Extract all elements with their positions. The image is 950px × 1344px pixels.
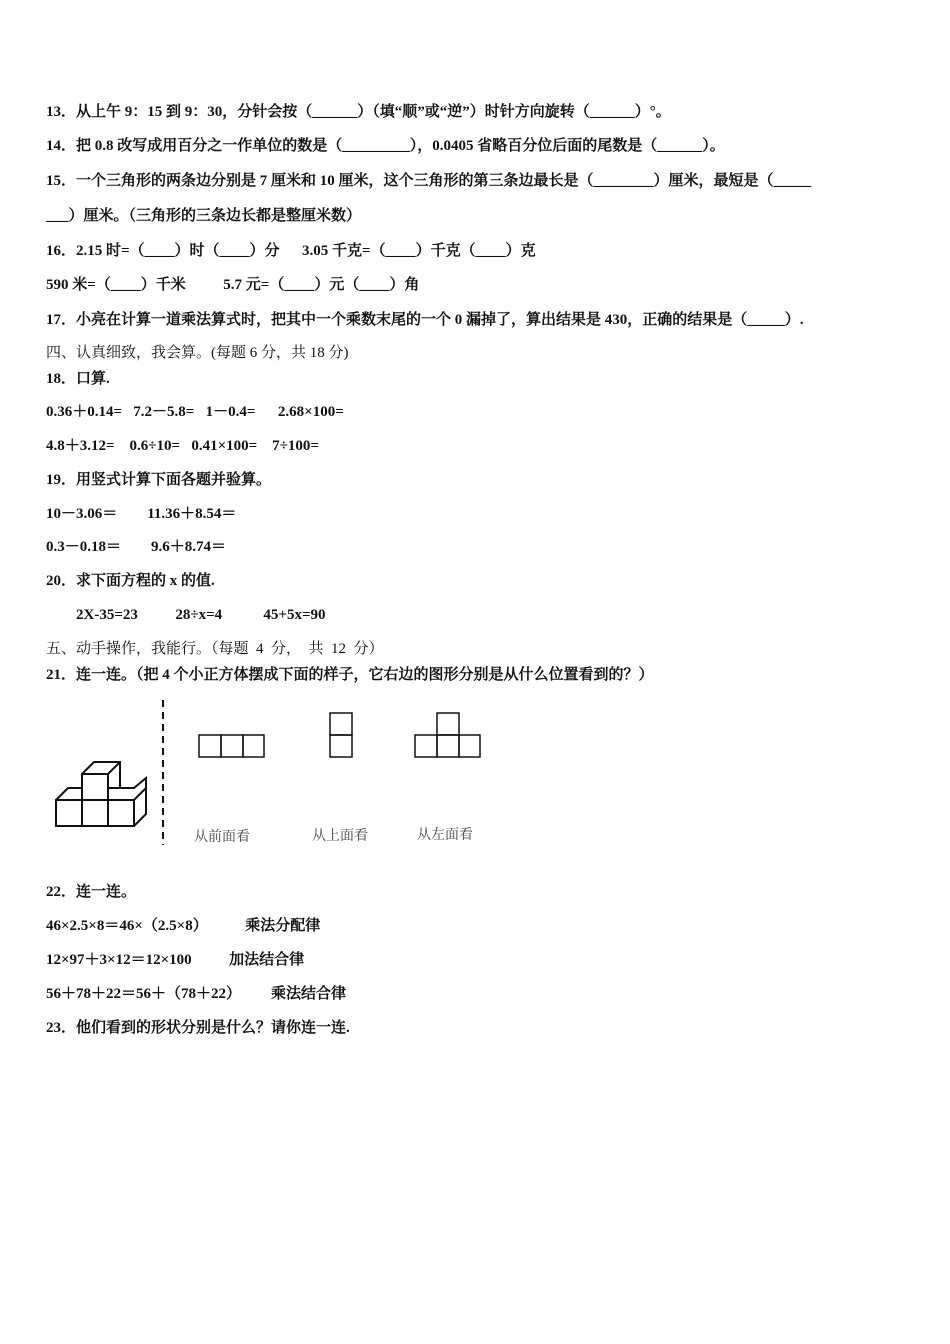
q18-row-1: 0.36＋0.14= 7.2－5.8= 1－0.4= 2.68×100= [46, 404, 344, 420]
question-15-cont: ___）厘米。（三角形的三条边长都是整厘米数） [46, 208, 362, 224]
q22-row-1: 46×2.5×8＝46×（2.5×8） 乘法分配律 [46, 918, 321, 934]
q20-equations: 2X-35=23 28÷x=4 45+5x=90 [46, 607, 326, 623]
question-17: 17．小亮在计算一道乘法算式时，把其中一个乘数末尾的一个 0 漏掉了，算出结果是 430，正确的结果是（_____）. [46, 312, 804, 328]
label-front-view: 从前面看 [194, 829, 250, 845]
question-22: 22．连一连。 [46, 884, 137, 900]
cube-stack-drawing [56, 762, 146, 826]
question-21: 21．连一连。（把 4 个小正方体摆成下面的样子，它右边的图形分别是从什么位置看到的？） [46, 667, 654, 683]
front-view-shape [199, 735, 264, 757]
label-top-view: 从上面看 [312, 828, 368, 844]
question-23: 23．他们看到的形状分别是什么？请你连一连. [46, 1020, 350, 1036]
question-16: 16．2.15 时=（____）时（____）分 3.05 千克=（____）千克（____）克 [46, 243, 536, 259]
label-left-view: 从左面看 [417, 827, 473, 843]
question-16-cont: 590 米=（____）千米 5.7 元=（____）元（____）角 [46, 277, 420, 293]
question-18: 18．口算. [46, 371, 110, 387]
question-19: 19．用竖式计算下面各题并验算。 [46, 472, 272, 488]
q19-row-2: 0.3－0.18＝ 9.6＋8.74＝ [46, 539, 227, 555]
cube-views-figure [0, 690, 520, 860]
q22-row-2: 12×97＋3×12＝12×100 加法结合律 [46, 952, 305, 968]
question-14: 14．把 0.8 改写成用百分之一作单位的数是（_________），0.0405 省略百分位后面的尾数是（______）。 [46, 138, 725, 154]
question-13: 13．从上午 9：15 到 9：30，分针会按（______）（填“顺”或“逆”）时针方向旋转（______）°。 [46, 104, 671, 120]
section-5-heading: 五、动手操作，我能行。（每题 4 分， 共 12 分） [46, 641, 384, 657]
q22-row-3: 56＋78＋22＝56＋（78＋22） 乘法结合律 [46, 986, 347, 1002]
section-4-heading: 四、认真细致，我会算。(每题 6 分，共 18 分) [46, 345, 349, 361]
top-view-shape [330, 713, 352, 757]
left-view-shape [415, 713, 480, 757]
q18-row-2: 4.8＋3.12= 0.6÷10= 0.41×100= 7÷100= [46, 438, 319, 454]
question-20: 20．求下面方程的 x 的值. [46, 573, 215, 589]
q19-row-1: 10－3.06＝ 11.36＋8.54＝ [46, 506, 237, 522]
question-15: 15．一个三角形的两条边分别是 7 厘米和 10 厘米，这个三角形的第三条边最长是（________）厘米，最短是（_____ [46, 173, 812, 189]
